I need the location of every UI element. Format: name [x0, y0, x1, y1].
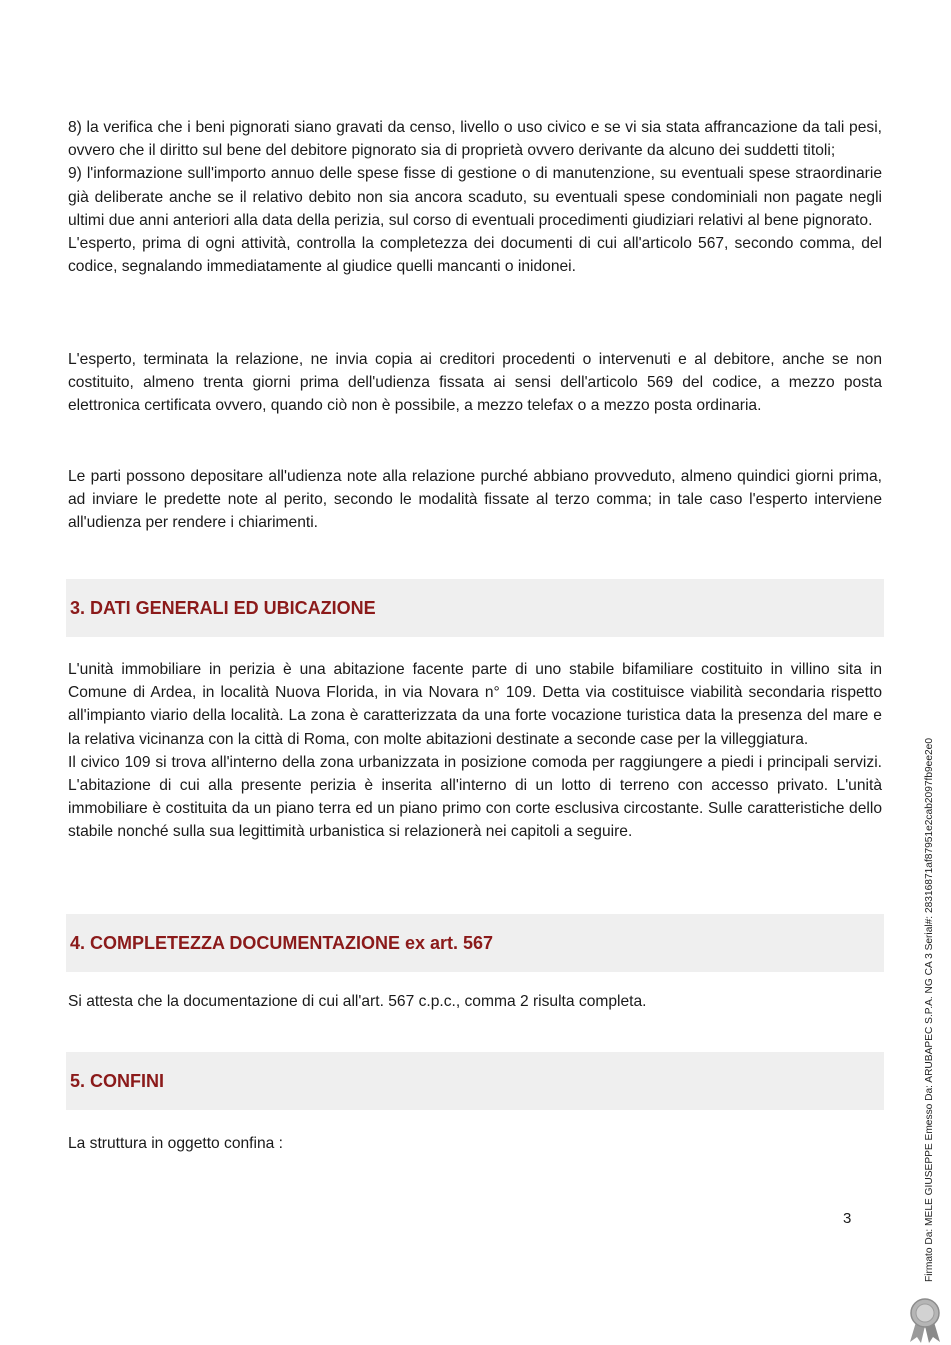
- award-ribbon-seal-icon: [904, 1296, 946, 1344]
- item-8-text: 8) la verifica che i beni pignorati siano gravati da censo, livello o uso civico e se vi sia stata affrancazione da tali pesi, ovvero che il diritto sul bene del debitore pignorato sia di proprietà ovvero derivante da alcuno dei suddetti titoli;: [68, 119, 882, 160]
- intro-paragraph-1: [68, 116, 882, 278]
- section-3-header: [66, 579, 884, 637]
- page-number: 3: [843, 1210, 852, 1227]
- intro-paragraph-2: L'esperto, terminata la relazione, ne invia copia ai creditori procedenti o intervenuti e al debitore, anche se non costituito, almeno trenta giorni prima dell'udienza fissata ai sensi dell'articolo 569 del codice, a mezzo posta elettronica certificata ovvero, quando ciò non è possibile, a mezzo telefax o a mezzo posta ordinaria.: [68, 351, 882, 415]
- section-5-title: 5. CONFINI: [70, 1071, 165, 1091]
- section-3-title: 3. DATI GENERALI ED UBICAZIONE: [70, 598, 376, 618]
- intro-paragraph-3: Le parti possono depositare all'udienza note alla relazione purché abbiano provveduto, almeno quindici giorni prima, ad inviare le predette note al perito, secondo le modalità fissate al terzo comma; in tale caso l'esperto interviene all'udienza per rendere i chiarimenti.: [68, 468, 882, 532]
- section-5-header: [66, 1052, 884, 1110]
- expert-check-text: L'esperto, prima di ogni attività, controlla la completezza dei documenti di cui all'articolo 567, secondo comma, del codice, segnalando immediatamente al giudice quelli mancanti o inidonei.: [68, 235, 882, 276]
- section-3-paragraph-2: Il civico 109 si trova all'interno della zona urbanizzata in posizione comoda per raggiungere a piedi i principali servizi. L'abitazione di cui alla presente perizia è inserita all'interno di un lotto di terreno con accesso privato. L'unità immobiliare è costituita da un piano terra ed un piano primo con corte esclusiva circostante. Sulle caratteristiche dello stabile nonché sulla sua legittimità urbanistica si relazionerà nei capitoli a seguire.: [68, 753, 882, 841]
- section-4-title: 4. COMPLETEZZA DOCUMENTAZIONE ex art. 567: [70, 933, 494, 953]
- section-4-header: [66, 914, 884, 972]
- section-3-body: [68, 658, 882, 844]
- section-5-text: La struttura in oggetto confina :: [68, 1135, 283, 1152]
- digital-signature-text: Firmato Da: MELE GIUSEPPE Emesso Da: ARUBAPEC S.P.A. NG CA 3 Serial#: 28316871af87951e2cab2097fb9ee2e0: [924, 737, 935, 1282]
- section-3-paragraph-1: L'unità immobiliare in perizia è una abitazione facente parte di uno stabile bifamiliare costituito in villino sita in Comune di Ardea, in località Nuova Florida, in via Novara n° 109. Detta via costituisce viabilità secondaria rispetto all'impianto viario della località. La zona è caratterizzata da una forte vocazione turistica data la presenza del mare e la relativa vicinanza con la città di Roma, con molte abitazioni destinate a seconde case per la villeggiatura.: [68, 661, 882, 748]
- item-9-text: 9) l'informazione sull'importo annuo delle spese fisse di gestione o di manutenzione, su eventuali spese straordinarie già deliberate anche se il relativo debito non sia ancora scaduto, su eventuali spese condominiali non pagate negli ultimi due anni anteriori alla data della perizia, sul corso di eventuali procedimenti giudiziari relativi al bene pignorato.: [68, 165, 882, 229]
- section-4-text: Si attesta che la documentazione di cui all'art. 567 c.p.c., comma 2 risulta completa.: [68, 993, 647, 1010]
